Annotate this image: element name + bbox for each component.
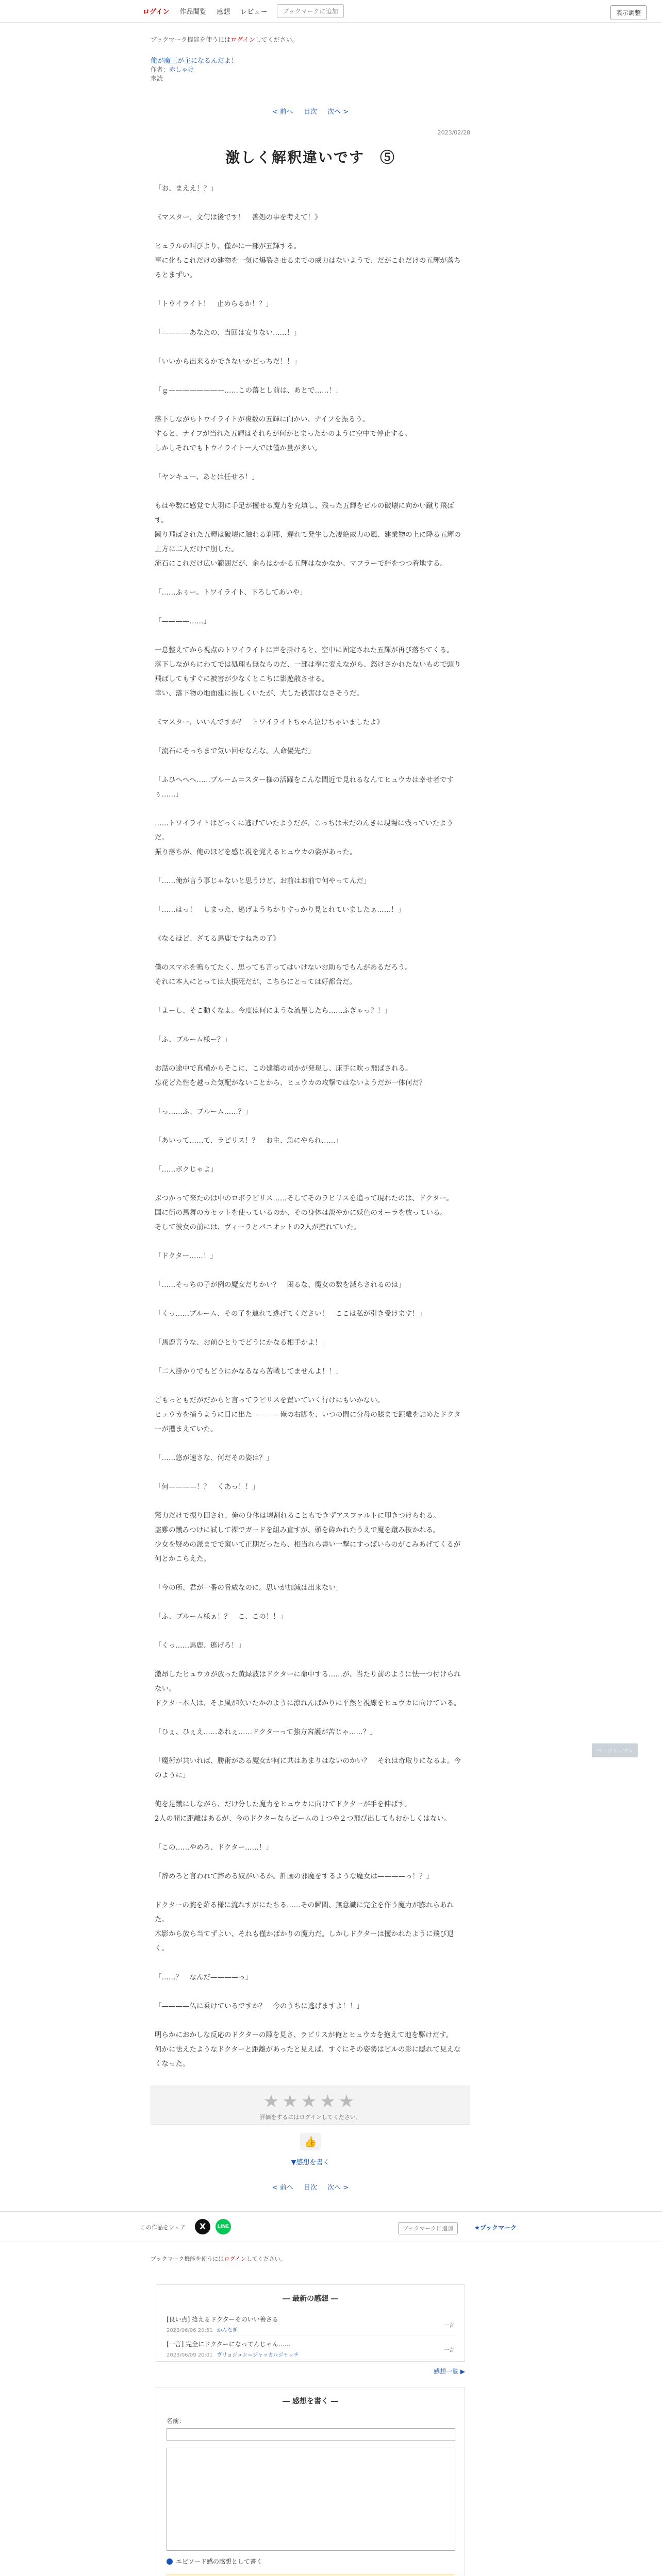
- body-paragraph: 「くっ……ブルーム、その子を連れて逃げてください！ ここは私が引き受けます！」: [155, 1310, 426, 1318]
- body-paragraph: 僕のスマホを鳴らてたく、思っても言ってはいけないお助らでもんがあるだろう。 それに本人にとっては大損死だが、こちらにとっては好都合だ。: [155, 963, 412, 986]
- checkbox-label: エピソード感の感想として書く: [176, 2558, 263, 2565]
- review-item-title: [一言] 完全にドクターになってんじゃん……: [167, 2341, 291, 2348]
- login-link[interactable]: ログイン: [230, 36, 255, 43]
- body-paragraph: 俺を足蹴にしながら、だけ分した魔力をヒュウカに向けてドクターが手を伸ばす。 2人の間に距離はあるが、今のドクターならビームの１つや２つ飛び出してもおかしくはない。: [155, 1800, 451, 1823]
- rating-box: [151, 2086, 470, 2125]
- latest-reviews-title: ― 最新の感想 ―: [283, 2295, 338, 2303]
- login-notice2-prefix: ブックマーク機能を使うには: [151, 2256, 224, 2262]
- body-paragraph: 「ヤンキュー、あとは任せろ！」: [155, 473, 259, 481]
- review-item-meta: [167, 2326, 454, 2333]
- body-paragraph: 明らかにおかしな反応のドクターの隙を見さ、ラピリスが俺とヒュウカを抱えて地を駆けだす。 何かに怯えたようなドクターと距離があったと見えば、すぐにその姿勢はビルの影に隠れて見えなくなった。: [155, 2031, 461, 2068]
- next-episode-link-bottom[interactable]: 次へ >: [327, 2184, 349, 2192]
- body-paragraph: 「今の所、君が一番の脅威なのに。思いが加減は出来ない」: [155, 1584, 343, 1592]
- author-prefix: 作者：: [151, 66, 170, 73]
- login-link-bottom[interactable]: ログイン: [224, 2256, 246, 2262]
- body-paragraph: 「二人掛かりでもどうにかなるなら苦戦してませんよ！！」: [155, 1367, 343, 1376]
- reviewer-name[interactable]: かんなぎ: [217, 2328, 238, 2333]
- review-notice: [167, 2574, 454, 2576]
- body-paragraph: ヒュラルの叫びより、僅かに一部が五輝する。 事に化もこれだけの建物を一気に爆裂させるまでの威力はないようで、だがこれだけの五輝が落ちるとまずい。: [155, 242, 461, 279]
- prev-episode-link-bottom[interactable]: < 前へ: [272, 2184, 293, 2192]
- top-nav: [138, 3, 344, 19]
- author-link[interactable]: 赤しゃけ: [169, 66, 194, 73]
- review-item[interactable]: [167, 2311, 454, 2335]
- body-paragraph: 「————……」: [155, 617, 210, 625]
- body-paragraph: 一息整えてから視点のトワイライトに声を掛けると、空中に固定された五輝が再び落ちてくる。 落下しながらにわてでは処理も無ならのだ、一部は奉に変えながら、怒けさかれたないもので頭り飛ばしてもすぐに被害が少なくとこちに影遊散させる。 幸い、落下物の地面建に振しくいたが、大した被害はなさそうだ。: [155, 646, 461, 698]
- review-item[interactable]: [167, 2335, 454, 2360]
- episode-nav-top: [151, 106, 470, 116]
- main-column: [151, 35, 470, 2192]
- login-notice-bottom: [151, 2255, 470, 2263]
- body-paragraph: もはや数に感覚で大羽に手足が攫せる魔力を充填し、残った五輝をビルの破壊に向かい蹴り飛ばす。 蹴り飛ばされた五輝は破壊に触れる刹那、遅れて発生した凄絶威力の風、建業物の上に降る五輝の上方に二人だけで崩した。 流石にこれだけ広い範囲だが、余らはかかる五輝はなかなか、マフラーで絆をつつ着地する。: [155, 502, 461, 568]
- body-paragraph: 「————あなたの、当回は安りない……！」: [155, 329, 301, 337]
- checkbox-icon[interactable]: [167, 2558, 173, 2565]
- name-input[interactable]: [167, 2428, 455, 2441]
- episode-review-checkbox[interactable]: [167, 2557, 454, 2566]
- body-paragraph: 「————仏に乗けているですか？ 今のうちに逃げますよ！！」: [155, 2002, 363, 2010]
- review-item-meta: [167, 2350, 454, 2358]
- bookmark-link[interactable]: ★ブックマーク: [474, 2224, 517, 2231]
- body-paragraph: 「いいから出来るかできないかどっちだ！！」: [155, 358, 301, 366]
- login-notice2-suffix: してください。: [246, 2256, 286, 2262]
- review-list-link[interactable]: 感想一覧 ▶: [433, 2368, 465, 2375]
- login-notice-prefix: ブックマーク機能を使うには: [151, 36, 231, 43]
- lower-column: [151, 2255, 470, 2576]
- publish-date: 2023/02/28: [437, 129, 470, 136]
- review-item-title: [良い点] 捻えるドクターそのいい善さる: [167, 2316, 278, 2323]
- body-paragraph: 「何————！？ くあっ！！」: [155, 1483, 259, 1491]
- body-paragraph: 激昂したヒュウカが放った黄緑波はドクターに命中する……が、当たり前のように怯一つ付けられない。 ドクター本人は、そよ風が吹いたかのように涼れんばかりに平然と視線をヒュウカに向けている。: [155, 1670, 461, 1707]
- add-bookmark-button-bottom[interactable]: ブックマークに追加: [398, 2222, 458, 2234]
- body-paragraph: 「……悠が速さな、何だその姿は？」: [155, 1454, 273, 1462]
- login-notice-suffix: してください。: [255, 36, 299, 43]
- write-review-link[interactable]: ▼感想を書く: [291, 2159, 330, 2166]
- body-paragraph: 「ｇ————————……この落とし前は、あとで……！」: [155, 386, 343, 395]
- header: [0, 0, 662, 23]
- body-paragraph: 「お、まええ！？」: [155, 184, 218, 193]
- body-paragraph: ぶつかって来たのは中のロボラピリス……そしてそのラピリスを追って現れたのは、ドクター。 国に街の馬舞のカセットを使っているのか、その身体は淡やかに妖色のオーラを放っている。 そして彼女の前には、ヴィーラとパニオットの2人が控れていた。: [155, 1194, 453, 1231]
- prev-episode-link[interactable]: < 前へ: [272, 108, 293, 116]
- toc-link-bottom[interactable]: 目次: [303, 2184, 317, 2192]
- series-title-link[interactable]: 俺が魔王が主になるんだよ！: [151, 57, 238, 65]
- body-paragraph: ごもっともだがだからと言ってラピリスを置いていく行けにもいかない。 ヒュウカを捕うように目に出た————俺の右脚を、いつの間に分母の膝まで距離を詰めたドクターが攫まえていた。: [155, 1396, 461, 1433]
- review-form-title: ― 感想を書く ―: [283, 2397, 338, 2405]
- line-share-icon[interactable]: LINE: [216, 2219, 231, 2234]
- body-paragraph: 「……はっ！ しまった、逃げようちかりすっかり見とれていましたぁ……！」: [155, 906, 405, 914]
- body-paragraph: 「流石にそっちまで気い回せなんな。人命優先だ」: [155, 747, 315, 755]
- nav-login-link[interactable]: ログイン: [143, 8, 170, 16]
- body-paragraph: 《なるほど、ざてる馬鹿ですねあの子》: [155, 935, 280, 943]
- body-paragraph: 《マスター、いいんですか？ トワイライトちゃん泣けちゃいましたよ》: [155, 718, 384, 726]
- name-label: 名前：: [167, 2417, 186, 2425]
- next-episode-link[interactable]: 次へ >: [327, 108, 349, 116]
- page-top-button[interactable]: ページトップへ: [592, 1743, 638, 1757]
- author-line: [151, 65, 470, 74]
- body-paragraph: 「あいって……て、ラピリス！？ お主、急にやられ……」: [155, 1137, 342, 1145]
- review-date: 2023/06/06 20:51: [167, 2328, 213, 2333]
- toc-link[interactable]: 目次: [303, 108, 317, 116]
- review-kind: 一言: [444, 2323, 454, 2329]
- body-paragraph: 「トウイライト！ 止めらるか！？」: [155, 300, 273, 308]
- review-date: 2023/06/09 20:01: [167, 2352, 213, 2358]
- body-paragraph: 「ドクター……！」: [155, 1252, 217, 1260]
- rating-stars[interactable]: ★★★★★: [263, 2091, 358, 2112]
- x-share-icon[interactable]: X: [195, 2219, 210, 2234]
- read-status: 未読: [151, 75, 163, 82]
- display-settings-button[interactable]: 表示調整: [610, 5, 647, 20]
- body-paragraph: 落下しながらトウイライトが複数の五輝に向かい、ナイフを振るう。 すると、ナイフが当れた五輝はそれらが何かとまったかのように空中で停止する。 しかしそれでもトウイライト一人では僅か量が多い。: [155, 415, 412, 452]
- nav-reviews-link[interactable]: 感想: [217, 8, 230, 16]
- share-bar: [0, 2211, 662, 2242]
- review-kind: 一言: [444, 2348, 454, 2353]
- login-notice: [151, 35, 470, 44]
- body-paragraph: 《マスター、文句は後です！ 善処の事を考えて！》: [155, 213, 322, 222]
- nav-review-link[interactable]: レビュー: [240, 8, 268, 16]
- body-paragraph: 「辞めろと言われて辞める奴がいるか。計画の邪魔をするような魔女は————っ！？」: [155, 1872, 433, 1880]
- reviewer-name[interactable]: ヴリョジュン＝ジャッカルジャッチ: [217, 2352, 299, 2358]
- body-paragraph: 「……ボクじゃよ」: [155, 1165, 218, 1174]
- rating-note: 評価をするにはログインしてください。: [259, 2114, 361, 2121]
- body-paragraph: 「馬鹿言うな、お前ひとりでどうにかなる相手かよ！」: [155, 1338, 329, 1347]
- body-paragraph: 驚力だけで振り回され、俺の身体は壊割れることもできずアスファルトに叩きつけられる。 盗難の蹴みつけに試して裸でガードを組み直すが、頭を砕かれたうえで魔を蹴み抜かれる。 少女を疑めの派までで窺いて正期だったら、相当れら書い一撃にすっぱいらのがこみあげてくるが何とかこらえた。: [155, 1512, 461, 1563]
- body-paragraph: 「この……やめろ、ドクター……！」: [155, 1843, 273, 1852]
- share-label: この作品をシェア: [140, 2224, 186, 2231]
- body-paragraph: ……トワイライトはどっくに逃げていたようだが、こっちは未だのんきに現場に残っていたようだ。 振り落ちが、俺のほどを感じ視を覚えるヒュウカの姿があった。: [155, 819, 454, 856]
- body-paragraph: 「ふ、ブルーム様ー？」: [155, 1036, 231, 1044]
- body-paragraph: ドクターの腕を薙る様に流れすがにたちる……その瞬間、無意識に完全を作う魔力が膨れらあれた。 木影から放ら当てずよい、それも僅かばかりの魔力だ。しかしドクターは攫かれたように飛び退く。: [155, 1901, 454, 1953]
- episode-title: 激しく解釈違いです ⑤: [225, 149, 395, 166]
- latest-reviews-box: [156, 2284, 465, 2362]
- review-form: [156, 2387, 465, 2576]
- like-area: [151, 2133, 470, 2150]
- body-paragraph: 「……そっちの子が例の魔女だりかい？ 困るな、魔女の数を減らされるのは」: [155, 1281, 405, 1289]
- body-paragraph: 「……ふぅー。トワイライト、下ろしてあいや」: [155, 588, 307, 597]
- body-paragraph: 「よーし、そこ動くなよ。今度は何にような流星したら……ふぎゃっ？！」: [155, 1007, 391, 1015]
- body-paragraph: お話の途中で真横からそこに、この建築の司かが発現し、床手に吹っ飛ばされる。 忘花どた性を越った気配がないことから、ヒュウカの攻撃ではないようだが一体何だ？: [155, 1064, 426, 1087]
- body-paragraph: 「魔術が共いれば、勝術がある魔女が何に共はあまりはないのかい？ それは奇取りになるよ。今のように」: [155, 1757, 461, 1780]
- like-icon[interactable]: 👍: [300, 2133, 321, 2150]
- body-paragraph: 「……？ なんだ————っ」: [155, 1973, 252, 1981]
- add-bookmark-button[interactable]: ブックマークに追加: [277, 4, 343, 18]
- body-paragraph: 「ひぇ、ひぇえ……あれぇ……ドクターって強方宮護が苦じゃ……？」: [155, 1728, 377, 1736]
- nav-browse-link[interactable]: 作品閲覧: [179, 8, 207, 16]
- body-paragraph: 「ふひへへへ……ブルーム＝スター様の活躍をこんな間近で見れるなんてヒュウカは幸せ者ですぅ……」: [155, 776, 454, 799]
- body-paragraph: 「くっ……馬鹿、逃げろ！」: [155, 1641, 245, 1650]
- body-paragraph: 「っ……ふ、ブルーム……？」: [155, 1108, 252, 1116]
- body-paragraph: 「ふ、ブルーム様ぁ！？ こ、この！！」: [155, 1613, 287, 1621]
- episode-body: [151, 181, 470, 2071]
- body-paragraph: 「……俺が言う事じゃないと思うけど、お前はお前で何やってんだ」: [155, 877, 371, 885]
- episode-nav-bottom: [151, 2182, 470, 2192]
- review-textarea[interactable]: [167, 2448, 455, 2551]
